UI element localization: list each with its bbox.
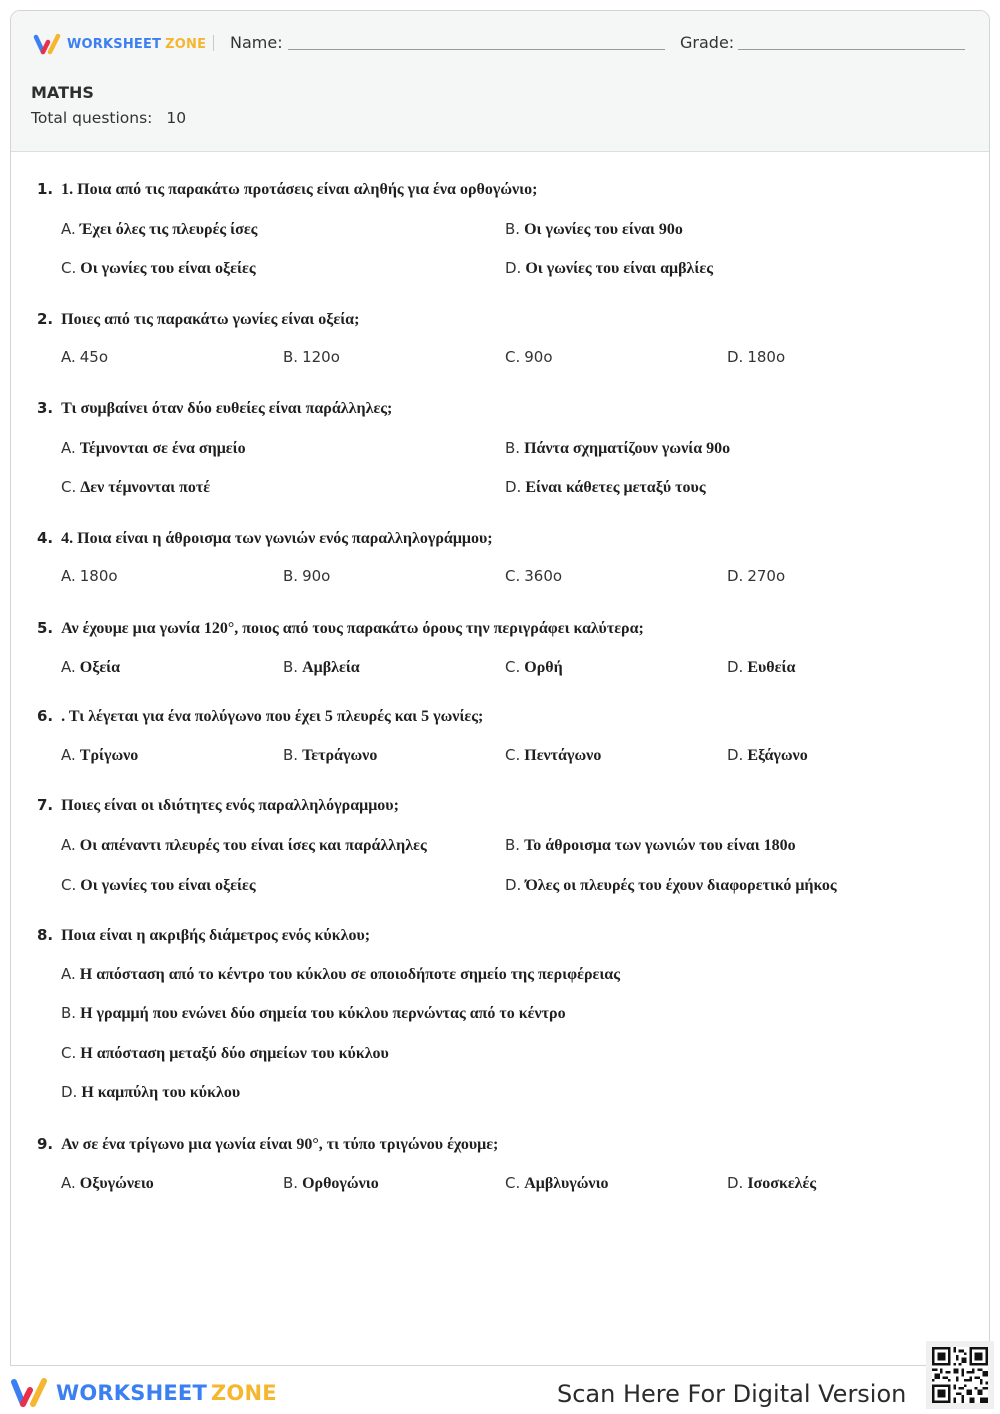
question-9 — [37, 1132, 967, 1192]
question-number: 8. — [37, 926, 54, 944]
option-text: Οξεία — [79, 659, 121, 676]
option-letter: A. — [61, 567, 76, 585]
worksheet-page — [10, 10, 990, 1366]
question-3 — [37, 396, 967, 496]
option-text: Ισοσκελές — [747, 1175, 817, 1192]
question-number: 3. — [37, 399, 54, 417]
question-text: Ποιες είναι οι ιδιότητες ενός παραλληλόγραμμου; — [61, 797, 399, 814]
option-a[interactable] — [61, 346, 108, 368]
option-letter: B. — [283, 1174, 299, 1192]
option-text: Είναι κάθετες μεταξύ τους — [525, 479, 706, 496]
option-c[interactable] — [505, 1172, 609, 1194]
option-letter: C. — [61, 876, 77, 894]
option-text: Ορθογώνιο — [302, 1175, 379, 1192]
option-c[interactable] — [505, 744, 601, 766]
option-text: Έχει όλες τις πλευρές ίσες — [79, 221, 258, 238]
total-questions — [31, 109, 186, 127]
question-1 — [37, 177, 967, 277]
option-c[interactable] — [61, 476, 210, 498]
option-b[interactable] — [61, 1002, 566, 1024]
question-5 — [37, 616, 967, 676]
option-text: Ευθεία — [747, 659, 796, 676]
option-letter: B. — [505, 439, 521, 457]
option-text: Οι γωνίες του είναι οξείες — [80, 260, 256, 277]
option-text: 90o — [524, 348, 553, 366]
option-c[interactable] — [505, 346, 553, 368]
option-b[interactable] — [283, 565, 330, 587]
option-text: Τρίγωνο — [79, 747, 139, 764]
question-4 — [37, 526, 967, 585]
scan-instruction: Scan Here For Digital Version — [557, 1380, 907, 1408]
question-text: Ποιες από τις παρακάτω γωνίες είναι οξεία; — [61, 311, 360, 328]
option-text: 45o — [79, 348, 109, 366]
option-b[interactable] — [505, 218, 683, 240]
option-d[interactable] — [727, 1172, 816, 1194]
brand-logo — [33, 33, 206, 55]
question-7 — [37, 793, 967, 894]
option-letter: A. — [61, 220, 76, 238]
total-questions-value: 10 — [166, 109, 187, 127]
option-letter: A. — [61, 746, 76, 764]
option-text: Οι γωνίες του είναι 90ο — [524, 221, 683, 238]
option-text: Όλες οι πλευρές του έχουν διαφορετικό μήκος — [525, 877, 837, 894]
option-letter: C. — [505, 348, 521, 366]
brand-name — [67, 37, 206, 52]
option-c[interactable] — [505, 565, 562, 587]
brand-word-zone: ZONE — [165, 36, 207, 52]
option-letter: C. — [61, 478, 77, 496]
option-text: 360o — [524, 567, 563, 585]
question-8 — [37, 923, 967, 1101]
option-b[interactable] — [505, 437, 730, 459]
option-text: Οξυγώνειο — [79, 1175, 154, 1192]
option-text: Η καμπύλη του κύκλου — [81, 1084, 241, 1101]
option-text: Αμβλυγώνιο — [524, 1175, 609, 1192]
option-a[interactable] — [61, 565, 118, 587]
option-d[interactable] — [505, 874, 837, 896]
option-text: Το άθροισμα των γωνιών του είναι 180ο — [524, 837, 796, 854]
option-letter: A. — [61, 836, 76, 854]
option-a[interactable] — [61, 218, 257, 240]
question-number: 1. — [37, 180, 54, 198]
brand-word-worksheet: WORKSHEET — [67, 36, 162, 52]
option-d[interactable] — [505, 257, 713, 279]
qr-code[interactable] — [926, 1341, 994, 1409]
footer-brand-logo — [10, 1377, 277, 1409]
option-d[interactable] — [727, 744, 808, 766]
qr-code-icon — [932, 1347, 988, 1403]
option-letter: D. — [727, 348, 744, 366]
option-text: Πάντα σχηματίζουν γωνία 90ο — [524, 440, 731, 457]
option-letter: B. — [283, 658, 299, 676]
question-6 — [37, 704, 967, 764]
question-text: 4. Ποια είναι η άθροισμα των γωνιών ενός παραλληλογράμμου; — [61, 530, 493, 547]
total-questions-label: Total questions: — [31, 109, 153, 127]
option-a[interactable] — [61, 963, 620, 985]
option-letter: C. — [505, 1174, 521, 1192]
question-text: Ποια είναι η ακριβής διάμετρος ενός κύκλου; — [61, 927, 371, 944]
option-text: Οι γωνίες του είναι οξείες — [80, 877, 256, 894]
option-text: Ορθή — [524, 659, 563, 676]
option-letter: C. — [505, 658, 521, 676]
option-letter: D. — [505, 259, 522, 277]
option-letter: B. — [61, 1004, 77, 1022]
option-d[interactable] — [727, 565, 785, 587]
option-letter: C. — [61, 259, 77, 277]
option-a[interactable] — [61, 744, 138, 766]
footer-brand-name — [56, 1381, 277, 1405]
option-letter: D. — [61, 1083, 78, 1101]
option-text: Δεν τέμνονται ποτέ — [80, 479, 211, 496]
option-letter: B. — [283, 746, 299, 764]
question-number: 7. — [37, 796, 54, 814]
question-text: . Τι λέγεται για ένα πολύγωνο που έχει 5 πλευρές και 5 γωνίες; — [61, 708, 484, 725]
question-number: 5. — [37, 619, 54, 637]
worksheet-header — [11, 11, 989, 152]
option-text: Οι απέναντι πλευρές του είναι ίσες και παράλληλες — [79, 837, 427, 854]
option-a[interactable] — [61, 437, 246, 459]
option-d[interactable] — [727, 346, 785, 368]
option-letter: D. — [727, 1174, 744, 1192]
option-c[interactable] — [61, 257, 256, 279]
option-letter: B. — [283, 567, 299, 585]
option-letter: A. — [61, 1174, 76, 1192]
option-letter: D. — [727, 746, 744, 764]
option-letter: D. — [727, 567, 744, 585]
question-number: 6. — [37, 707, 54, 725]
option-text: Η γραμμή που ενώνει δύο σημεία του κύκλου περνώντας από το κέντρο — [80, 1005, 566, 1022]
option-text: 180o — [79, 567, 118, 585]
question-number: 9. — [37, 1135, 54, 1153]
option-letter: A. — [61, 965, 76, 983]
header-divider — [213, 35, 214, 51]
option-a[interactable] — [61, 656, 120, 678]
subject-title: MATHS — [31, 83, 94, 102]
option-d[interactable] — [505, 476, 706, 498]
grade-field[interactable] — [738, 49, 965, 50]
option-d[interactable] — [727, 656, 795, 678]
option-b[interactable] — [505, 834, 796, 856]
option-a[interactable] — [61, 1172, 154, 1194]
worksheetzone-logo-icon — [10, 1377, 50, 1409]
option-letter: C. — [505, 567, 521, 585]
option-c[interactable] — [505, 656, 563, 678]
question-text: Τι συμβαίνει όταν δύο ευθείες είναι παράλληλες; — [61, 400, 393, 417]
question-number: 4. — [37, 529, 54, 547]
option-a[interactable] — [61, 834, 427, 856]
option-text: Πεντάγωνο — [524, 747, 602, 764]
name-label: Name: — [230, 33, 283, 52]
option-b[interactable] — [283, 744, 377, 766]
option-letter: A. — [61, 658, 76, 676]
question-text: Αν έχουμε μια γωνία 120°, ποιος από τους παρακάτω όρους την περιγράφει καλύτερα; — [61, 620, 644, 637]
brand-word-zone: ZONE — [210, 1381, 277, 1405]
option-letter: B. — [283, 348, 299, 366]
option-text: 180o — [747, 348, 786, 366]
option-b[interactable] — [283, 346, 340, 368]
option-letter: A. — [61, 348, 76, 366]
option-text: 90o — [302, 567, 331, 585]
option-c[interactable] — [61, 1042, 389, 1064]
option-letter: D. — [505, 876, 522, 894]
option-letter: D. — [505, 478, 522, 496]
option-text: Τετράγωνο — [302, 747, 378, 764]
question-2 — [37, 307, 967, 366]
question-text: 1. Ποια από τις παρακάτω προτάσεις είναι αληθής για ένα ορθογώνιο; — [61, 181, 538, 198]
worksheetzone-logo-icon — [33, 33, 63, 55]
option-letter: B. — [505, 220, 521, 238]
option-letter: B. — [505, 836, 521, 854]
option-letter: D. — [727, 658, 744, 676]
option-text: Η απόσταση από το κέντρο του κύκλου σε οποιοδήποτε σημείο της περιφέρειας — [79, 966, 620, 983]
option-d[interactable] — [61, 1081, 240, 1103]
option-b[interactable] — [283, 1172, 379, 1194]
option-text: Η απόσταση μεταξύ δύο σημείων του κύκλου — [80, 1045, 389, 1062]
option-text: 270o — [747, 567, 786, 585]
question-number: 2. — [37, 310, 54, 328]
brand-word-worksheet: WORKSHEET — [56, 1381, 207, 1405]
option-text: Οι γωνίες του είναι αμβλίες — [525, 260, 713, 277]
question-text: Αν σε ένα τρίγωνο μια γωνία είναι 90°, τι τύπο τριγώνου έχουμε; — [61, 1136, 499, 1153]
option-letter: A. — [61, 439, 76, 457]
option-text: Τέμνονται σε ένα σημείο — [79, 440, 246, 457]
option-b[interactable] — [283, 656, 360, 678]
option-letter: C. — [505, 746, 521, 764]
name-field[interactable] — [288, 49, 665, 50]
option-text: 120o — [302, 348, 340, 366]
option-c[interactable] — [61, 874, 256, 896]
option-text: Αμβλεία — [302, 659, 360, 676]
grade-label: Grade: — [680, 33, 735, 52]
option-letter: C. — [61, 1044, 77, 1062]
option-text: Εξάγωνο — [747, 747, 808, 764]
